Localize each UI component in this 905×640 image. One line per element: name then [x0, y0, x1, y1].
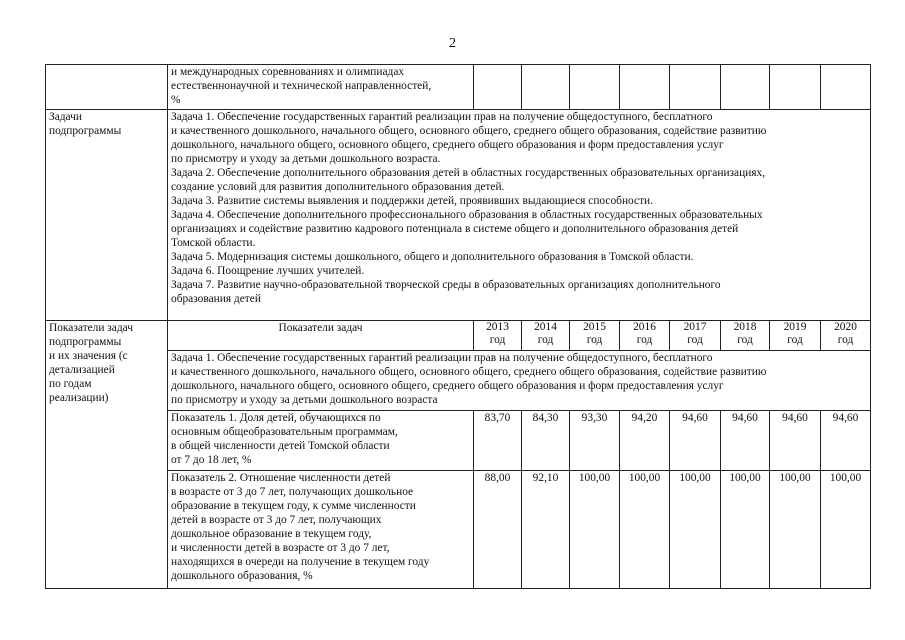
- tasks-row: [46, 110, 871, 321]
- continuation-label-cell: [46, 65, 168, 110]
- indicator-value: 94,60: [821, 411, 871, 471]
- continuation-value-cell: [670, 65, 721, 110]
- indicator-value: 100,00: [570, 471, 620, 589]
- indicator-value: 84,30: [522, 411, 570, 471]
- continuation-row: [46, 65, 871, 110]
- indicator-value: 100,00: [821, 471, 871, 589]
- task1-text: Задача 1. Обеспечение государственных гарантий реализации прав на получение общедоступного, бесплатного и качественного дошкольного, начального общего, основного общего, среднего общего образования, содействие развитию дошкольного, начального общего, основного общего, среднего общего образования и форм предоставления услуг по присмотру и уходу за детьми дошкольного возраста: [168, 351, 871, 411]
- year-header-2014: [522, 321, 570, 351]
- year-header-2019: [770, 321, 821, 351]
- year-header-2015: [570, 321, 620, 351]
- subprogram-table: [45, 64, 871, 589]
- indicator-value: 92,10: [522, 471, 570, 589]
- tasks-list: [168, 110, 871, 321]
- year-unit: год: [837, 334, 854, 346]
- year-header-2018: [721, 321, 770, 351]
- task1-row: [46, 351, 871, 411]
- indicator-value: 88,00: [474, 471, 522, 589]
- year-number: 2017: [683, 321, 707, 333]
- year-unit: год: [636, 334, 653, 346]
- indicator-value: 94,60: [670, 411, 721, 471]
- task-item: Задача 3. Развитие системы выявления и поддержки детей, проявивших выдающиеся способности.: [171, 195, 653, 207]
- year-number: 2014: [534, 321, 557, 333]
- continuation-value-cell: [474, 65, 522, 110]
- indicator-value: 83,70: [474, 411, 522, 471]
- indicator-value: 100,00: [620, 471, 670, 589]
- year-number: 2013: [486, 321, 509, 333]
- indicator-row: [46, 411, 871, 471]
- indicator-value: 94,20: [620, 411, 670, 471]
- continuation-value-cell: [522, 65, 570, 110]
- continuation-value-cell: [620, 65, 670, 110]
- indicator-value: 94,60: [721, 411, 770, 471]
- continuation-value-cell: [721, 65, 770, 110]
- year-unit: год: [537, 334, 554, 346]
- indicator-value: 100,00: [721, 471, 770, 589]
- year-number: 2020: [834, 321, 857, 333]
- task-item: Задача 4. Обеспечение дополнительного профессионального образования в областных государственных образовательных организациях и содействие развитию кадрового потенциала в системе общего и дополнительного образования детей Томской области.: [171, 209, 763, 249]
- indicators-label: Показатели задач подпрограммы и их значения (с детализацией по годам реализации): [46, 321, 168, 589]
- year-number: 2018: [733, 321, 757, 333]
- year-number: 2016: [633, 321, 656, 333]
- page-number: 2: [449, 36, 456, 51]
- year-number: 2019: [783, 321, 807, 333]
- year-header-2017: [670, 321, 721, 351]
- tasks-label: Задачи подпрограммы: [46, 110, 168, 321]
- continuation-text: и международных соревнованиях и олимпиадах естественнонаучной и технической направленностей, %: [168, 65, 474, 110]
- indicator-value: 94,60: [770, 411, 821, 471]
- year-header-2020: [821, 321, 871, 351]
- indicator-value: 100,00: [670, 471, 721, 589]
- year-unit: год: [489, 334, 506, 346]
- year-unit: год: [586, 334, 603, 346]
- year-unit: год: [737, 334, 753, 346]
- indicator-name: Показатель 2. Отношение численности детей в возрасте от 3 до 7 лет, получающих дошкольное образование в текущем году, к сумме численности детей в возрасте от 3 до 7 лет, получающих дошкольное образование в текущем году, и численности детей в возрасте от 3 до 7 лет, находящихся в очереди на получение в текущем году дошкольного образования, %: [168, 471, 474, 589]
- task-item: Задача 1. Обеспечение государственных гарантий реализации прав на получение общедоступного, бесплатного и качественного дошкольного, начального общего, основного общего, среднего общего образования, содействие развитию дошкольного, начального общего, основного общего, среднего общего образования и форм предоставления услуг по присмотру и уходу за детьми дошкольного возраста.: [171, 111, 767, 165]
- year-unit: год: [787, 334, 803, 346]
- continuation-value-cell: [570, 65, 620, 110]
- indicators-header-row: [46, 321, 871, 351]
- continuation-value-cell: [821, 65, 871, 110]
- indicator-name: Показатель 1. Доля детей, обучающихся по основным общеобразовательным программам, в общей численности детей Томской области от 7 до 18 лет, %: [168, 411, 474, 471]
- indicators-header: Показатели задач: [168, 321, 474, 351]
- indicator-row: [46, 471, 871, 589]
- continuation-value-cell: [770, 65, 821, 110]
- task-item: Задача 6. Поощрение лучших учителей.: [171, 265, 365, 277]
- indicator-value: 93,30: [570, 411, 620, 471]
- indicator-value: 100,00: [770, 471, 821, 589]
- task-item: Задача 5. Модернизация системы дошкольного, общего и дополнительного образования в Томской области.: [171, 251, 694, 263]
- task-item: Задача 2. Обеспечение дополнительного образования детей в областных государственных образовательных организациях, создание условий для развития дополнительного образования детей.: [171, 167, 766, 193]
- task-item: Задача 7. Развитие научно-образовательной творческой среды в образовательных организациях дополнительного образования детей: [171, 279, 721, 305]
- year-header-2016: [620, 321, 670, 351]
- year-unit: год: [687, 334, 703, 346]
- year-header-2013: [474, 321, 522, 351]
- year-number: 2015: [583, 321, 606, 333]
